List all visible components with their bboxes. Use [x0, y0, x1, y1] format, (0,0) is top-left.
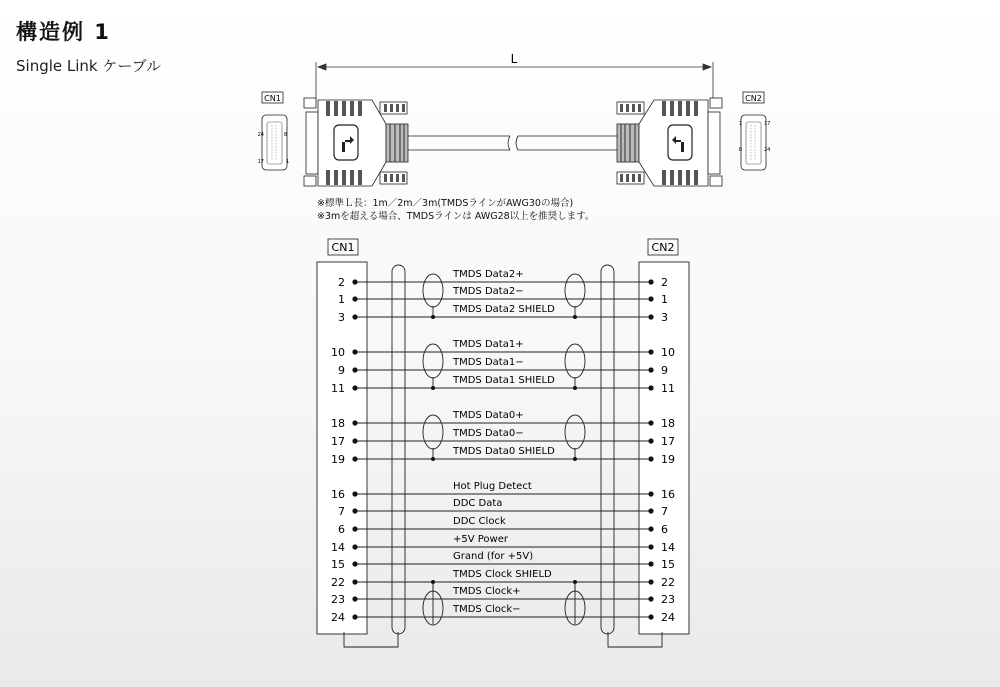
cn1-pin-number: 19	[331, 453, 345, 466]
signal-name: TMDS Data0+	[453, 410, 524, 421]
svg-text:8: 8	[738, 147, 742, 153]
cn1-pin-number: 18	[331, 417, 345, 430]
pin-dot	[648, 526, 653, 531]
signal-name: TMDS Data2−	[453, 286, 524, 297]
pair-shield-oval	[565, 344, 585, 378]
wiring-row	[331, 446, 675, 466]
pin-dot	[352, 526, 357, 531]
wiring-diagram	[317, 239, 689, 647]
signal-name: TMDS Data1−	[453, 357, 524, 368]
cn1-pin-number: 10	[331, 346, 345, 359]
page-subtitle: Single Link ケーブル	[16, 57, 162, 75]
wiring-row	[331, 586, 675, 606]
cn2-pin-number: 3	[661, 311, 668, 324]
cn1-pin-number: 9	[338, 364, 345, 377]
signal-name: TMDS Data0 SHIELD	[453, 446, 555, 457]
cn2-pin-number: 14	[661, 541, 675, 554]
pin-dot	[352, 296, 357, 301]
wiring-rows	[331, 269, 675, 624]
pin-dot	[352, 561, 357, 566]
note-awg-recommendation: ※3mを超える場合、TMDSラインは AWG28以上を推奨します。	[317, 211, 595, 222]
pin-dot	[352, 491, 357, 496]
signal-name: TMDS Clock+	[453, 586, 521, 597]
cn2-pin-number: 22	[661, 576, 675, 589]
pin-dot	[352, 279, 357, 284]
signal-name: DDC Data	[453, 498, 503, 509]
shield-junction	[573, 457, 577, 461]
cn1-pin-number: 23	[331, 593, 345, 606]
wiring-row	[331, 428, 675, 448]
cn1-connector-side	[304, 98, 408, 186]
svg-text:1: 1	[738, 121, 742, 127]
pin-dot	[352, 420, 357, 425]
pin-dot	[648, 456, 653, 461]
pin-dot	[352, 349, 357, 354]
signal-name: DDC Clock	[453, 516, 506, 527]
pin-dot	[352, 438, 357, 443]
cn2-pin-number: 6	[661, 523, 668, 536]
cn2-pin-number: 10	[661, 346, 675, 359]
pin-dot	[648, 349, 653, 354]
pin-dot	[352, 508, 357, 513]
pair-shield-oval	[565, 415, 585, 449]
pin-dot	[648, 561, 653, 566]
wiring-row	[338, 286, 668, 306]
pin-dot	[648, 508, 653, 513]
pin-dot	[648, 314, 653, 319]
pin-dot	[352, 544, 357, 549]
cn1-pin-number: 17	[331, 435, 345, 448]
svg-text:1: 1	[286, 159, 290, 165]
cn2-pin-number: 2	[661, 276, 668, 289]
cn2-pin-number: 15	[661, 558, 675, 571]
cn1-face	[258, 92, 290, 170]
shield-junction	[431, 457, 435, 461]
cn2-pin-number: 1	[661, 293, 668, 306]
wiring-row	[338, 516, 668, 536]
cn1-pin-number: 14	[331, 541, 345, 554]
cn1-pin-number: 2	[338, 276, 345, 289]
cn2-face	[739, 92, 771, 170]
svg-text:8: 8	[284, 132, 288, 138]
shield-junction	[431, 315, 435, 319]
signal-name: TMDS Data2+	[453, 269, 524, 280]
shield-junction	[573, 315, 577, 319]
pin-dot	[352, 579, 357, 584]
pin-dot	[648, 544, 653, 549]
cn1-pin-number: 6	[338, 523, 345, 536]
cn2-pin-number: 24	[661, 611, 675, 624]
pin-dot	[352, 614, 357, 619]
wiring-row	[331, 551, 675, 571]
signal-name: TMDS Data0−	[453, 428, 524, 439]
cn2-pin-number: 18	[661, 417, 675, 430]
wiring-row	[338, 304, 668, 324]
cn2-pin-number: 19	[661, 453, 675, 466]
pin-dot	[648, 438, 653, 443]
page-title: 構造例 1	[16, 20, 111, 44]
pin-dot	[352, 367, 357, 372]
cn2-pin-number: 9	[661, 364, 668, 377]
pin-dot	[352, 314, 357, 319]
pair-shield-oval	[423, 274, 443, 307]
signal-name: TMDS Clock SHIELD	[453, 569, 552, 580]
pin-dot	[648, 596, 653, 601]
wiring-row	[338, 498, 668, 518]
cn1-pin-number: 11	[331, 382, 345, 395]
cn2-face-label: CN2	[745, 94, 762, 103]
signal-name: +5V Power	[453, 534, 508, 545]
shield-junction	[573, 386, 577, 390]
cn2-pin-number: 17	[661, 435, 675, 448]
pin-dot	[648, 296, 653, 301]
pin-dot	[648, 385, 653, 390]
wiring-row	[331, 410, 675, 430]
signal-name: TMDS Data1+	[453, 339, 524, 350]
wiring-row	[331, 604, 675, 624]
pin-dot	[352, 596, 357, 601]
svg-text:24: 24	[764, 147, 771, 153]
cn1-wiring-label: CN1	[331, 241, 355, 254]
cn2-pin-number: 23	[661, 593, 675, 606]
cn1-pin-number: 24	[331, 611, 345, 624]
pair-shield-oval	[423, 415, 443, 449]
note-standard-length: ※標準Ｌ長：1m／2m／3m(TMDSラインがAWG30の場合)	[317, 198, 574, 209]
cn1-face-label: CN1	[264, 94, 281, 103]
cn1-pin-number: 16	[331, 488, 345, 501]
pin-dot	[352, 385, 357, 390]
signal-name: TMDS Data1 SHIELD	[453, 375, 555, 386]
signal-name: Hot Plug Detect	[453, 481, 532, 492]
pin-dot	[648, 614, 653, 619]
wiring-row	[331, 481, 675, 501]
pin-dot	[648, 420, 653, 425]
svg-text:17: 17	[764, 121, 771, 127]
length-label: L	[510, 52, 518, 66]
svg-text:17: 17	[257, 159, 264, 165]
cn1-pin-number: 15	[331, 558, 345, 571]
cn1-pin-number: 3	[338, 311, 345, 324]
cn1-pin-number: 22	[331, 576, 345, 589]
length-dimension	[316, 62, 713, 100]
pair-shield-oval	[565, 274, 585, 307]
cn1-pin-number: 7	[338, 505, 345, 518]
pair-shield-oval	[423, 344, 443, 378]
pin-dot	[648, 367, 653, 372]
cn2-pin-number: 16	[661, 488, 675, 501]
pin-dot	[648, 491, 653, 496]
signal-name: TMDS Clock−	[453, 604, 521, 615]
wiring-row	[331, 375, 675, 395]
shield-junction	[431, 386, 435, 390]
cn2-connector-side	[617, 98, 722, 186]
cn1-pin-number: 1	[338, 293, 345, 306]
cn2-pin-number: 7	[661, 505, 668, 518]
svg-text:24: 24	[257, 132, 264, 138]
wiring-row	[331, 339, 675, 359]
cable-body	[408, 136, 617, 150]
cn2-wiring-label: CN2	[651, 241, 675, 254]
signal-name: Grand (for +5V)	[453, 551, 534, 562]
cn2-pin-number: 11	[661, 382, 675, 395]
pin-dot	[648, 279, 653, 284]
pin-dot	[648, 579, 653, 584]
wiring-row	[338, 357, 668, 377]
signal-name: TMDS Data2 SHIELD	[453, 304, 555, 315]
pin-dot	[352, 456, 357, 461]
